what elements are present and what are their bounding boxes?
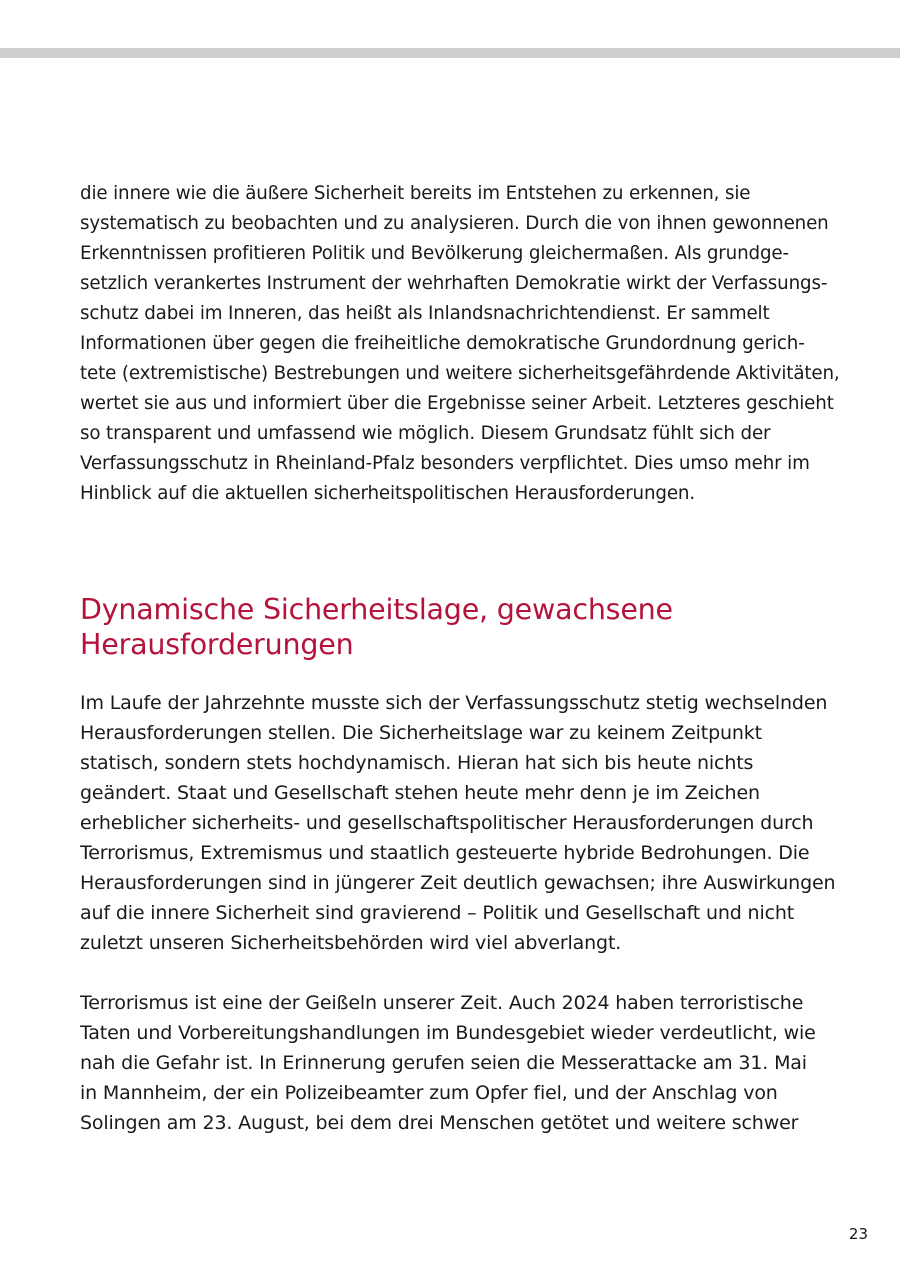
- body-paragraph-challenges: [80, 688, 835, 958]
- text-line: tete (extremistische) Bestrebungen und weitere sicherheitsgefährdende Aktivitäten,: [80, 362, 840, 384]
- body-paragraph-terrorism: [80, 988, 816, 1138]
- text-line: Verfassungsschutz in Rheinland-Pfalz besonders verpflichtet. Dies umso mehr im: [80, 452, 810, 474]
- intro-paragraph: [80, 178, 871, 508]
- text-line: Terrorismus ist eine der Geißeln unserer Zeit. Auch 2024 haben terroristische: [80, 992, 804, 1014]
- text-line: Herausforderungen stellen. Die Sicherheitslage war zu keinem Zeitpunkt: [80, 722, 762, 744]
- text-line: statisch, sondern stets hochdynamisch. Hieran hat sich bis heute nichts: [80, 752, 754, 774]
- text-line: Herausforderungen sind in jüngerer Zeit deutlich gewachsen; ihre Auswirkungen: [80, 872, 836, 894]
- text-line: so transparent und umfassend wie möglich. Diesem Grundsatz fühlt sich der: [80, 422, 771, 444]
- text-line: Erkenntnissen profitieren Politik und Bevölkerung gleichermaßen. Als grundge-: [80, 242, 789, 264]
- text-line: Solingen am 23. August, bei dem drei Menschen getötet und weitere schwer: [80, 1112, 799, 1134]
- text-line: Terrorismus, Extremismus und staatlich gesteuerte hybride Bedrohungen. Die: [80, 842, 810, 864]
- text-line: systematisch zu beobachten und zu analysieren. Durch die von ihnen gewonnenen: [80, 212, 829, 234]
- text-line: Informationen über gegen die freiheitliche demokratische Grundordnung gerich-: [80, 332, 805, 354]
- section-heading: [80, 592, 673, 662]
- top-divider-bar: [0, 48, 900, 58]
- text-line: auf die innere Sicherheit sind gravierend – Politik und Gesellschaft und nicht: [80, 902, 795, 924]
- page-number: 23: [848, 1225, 868, 1243]
- text-line: geändert. Staat und Gesellschaft stehen heute mehr denn je im Zeichen: [80, 782, 760, 804]
- text-line: nah die Gefahr ist. In Erinnerung gerufen seien die Messerattacke am 31. Mai: [80, 1052, 807, 1074]
- text-line: wertet sie aus und informiert über die Ergebnisse seiner Arbeit. Letzteres geschieht: [80, 392, 834, 414]
- text-line: Hinblick auf die aktuellen sicherheitspolitischen Herausforderungen.: [80, 482, 696, 504]
- text-line: schutz dabei im Inneren, das heißt als Inlandsnachrichtendienst. Er sammelt: [80, 302, 770, 324]
- text-line: setzlich verankertes Instrument der wehrhaften Demokratie wirkt der Verfassungs-: [80, 272, 828, 294]
- text-line: Im Laufe der Jahrzehnte musste sich der Verfassungsschutz stetig wechselnden: [80, 692, 828, 714]
- heading-line: Dynamische Sicherheitslage, gewachsene: [80, 593, 673, 626]
- heading-line: Herausforderungen: [80, 628, 354, 661]
- text-line: in Mannheim, der ein Polizeibeamter zum Opfer fiel, und der Anschlag von: [80, 1082, 778, 1104]
- text-line: erheblicher sicherheits- und gesellschaftspolitischer Herausforderungen durch: [80, 812, 814, 834]
- text-line: die innere wie die äußere Sicherheit bereits im Entstehen zu erkennen, sie: [80, 182, 751, 204]
- text-line: Taten und Vorbereitungshandlungen im Bundesgebiet wieder verdeutlicht, wie: [80, 1022, 816, 1044]
- text-line: zuletzt unseren Sicherheitsbehörden wird viel abverlangt.: [80, 932, 622, 954]
